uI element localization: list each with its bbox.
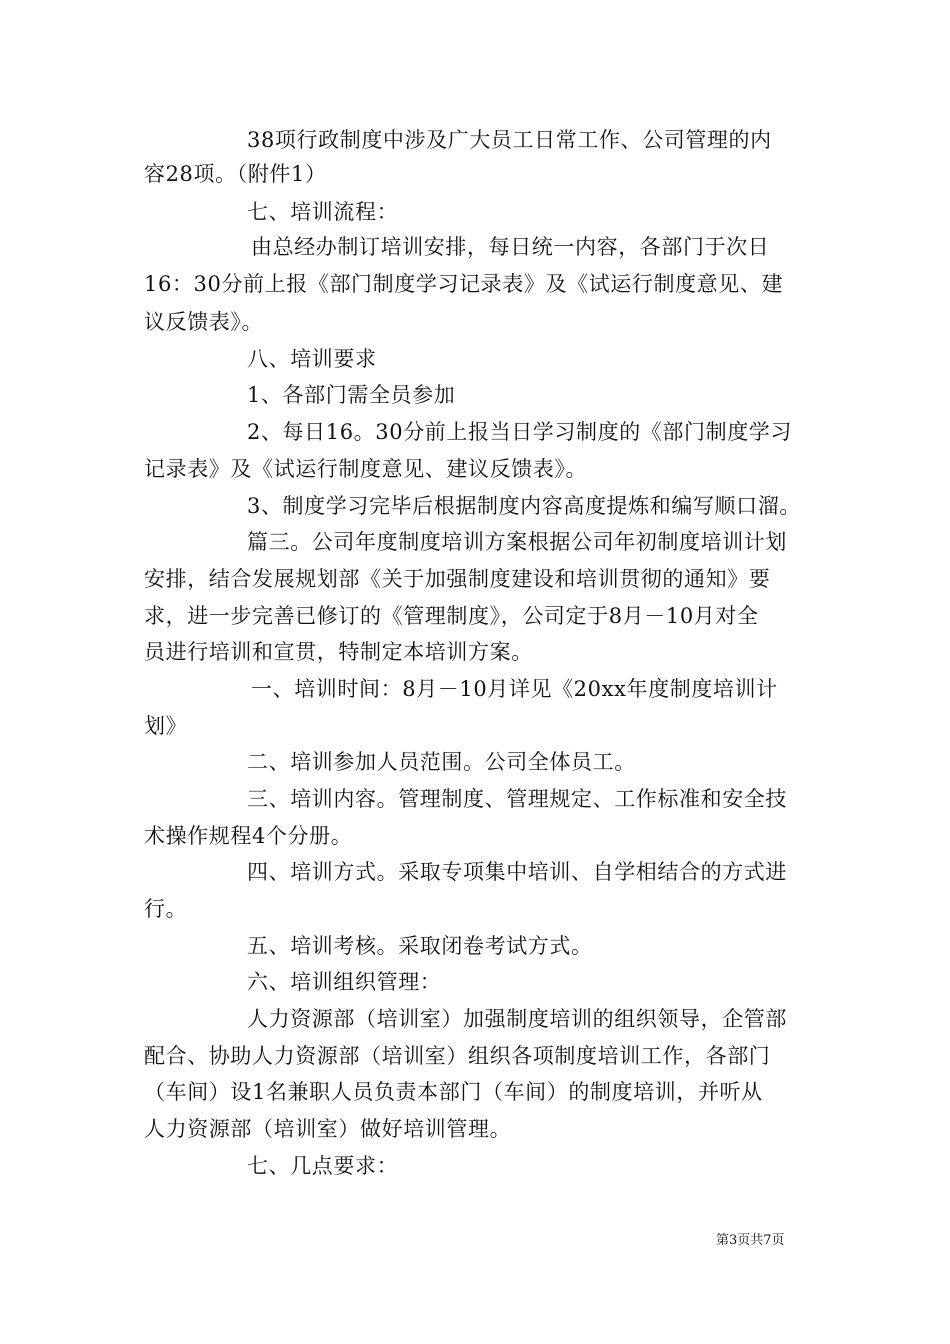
- text-line: 术操作规程4个分册。: [144, 824, 353, 848]
- text-line: 1、各部门需全员参加: [247, 383, 456, 407]
- text-line: 七、培训流程：: [247, 200, 399, 224]
- text-line: 由总经办制订培训安排，每日统一内容，各部门于次日: [251, 235, 770, 259]
- text-line: 篇三。公司年度制度培训方案根据公司年初制度培训计划: [247, 530, 787, 554]
- text-line: 八、培训要求: [247, 347, 377, 371]
- text-line: 二、培训参加人员范围。公司全体员工。: [247, 750, 636, 774]
- text-line: 六、培训组织管理：: [247, 970, 442, 994]
- text-line: 3、制度学习完毕后根据制度内容高度提炼和编写顺口溜。: [247, 494, 801, 518]
- text-line: 四、培训方式。采取专项集中培训、自学相结合的方式进: [247, 860, 787, 884]
- text-line: 求，进一步完善已修订的《管理制度》，公司定于8月－10月对全: [144, 604, 759, 628]
- page-number: 第3页共7页: [716, 1233, 785, 1248]
- text-line: 配合、协助人力资源部（培训室）组织各项制度培训工作，各部门: [144, 1044, 771, 1068]
- text-line: 员进行培训和宣贯，特制定本培训方案。: [144, 640, 533, 664]
- text-line: 五、培训考核。采取闭卷考试方式。: [247, 934, 593, 958]
- text-line: 记录表》及《试运行制度意见、建议反馈表》。: [144, 457, 588, 481]
- text-line: 人力资源部（培训室）加强制度培训的组织领导，企管部: [247, 1007, 787, 1031]
- text-line: （车间）设1名兼职人员负责本部门（车间）的制度培训，并听从: [144, 1080, 763, 1104]
- text-line: 三、培训内容。管理制度、管理规定、工作标准和安全技: [247, 787, 787, 811]
- text-line: 容28项。（附件1）: [144, 162, 327, 186]
- text-line: 2、每日16。30分前上报当日学习制度的《部门制度学习: [247, 420, 793, 444]
- text-line: 人力资源部（培训室）做好培训管理。: [144, 1117, 512, 1141]
- text-line: 38项行政制度中涉及广大员工日常工作、公司管理的内: [247, 128, 772, 152]
- text-line: 行。: [144, 897, 188, 921]
- text-line: 划》: [144, 714, 188, 738]
- text-line: 议反馈表》。: [144, 310, 264, 334]
- text-line: 安排，结合发展规划部《关于加强制度建设和培训贯彻的通知》要: [144, 567, 771, 591]
- text-line: 七、几点要求：: [247, 1154, 399, 1178]
- text-line: 16：30分前上报《部门制度学习记录表》及《试运行制度意见、建: [144, 272, 784, 296]
- text-line: 一、培训时间：8月－10月详见《20xx年度制度培训计: [251, 677, 778, 701]
